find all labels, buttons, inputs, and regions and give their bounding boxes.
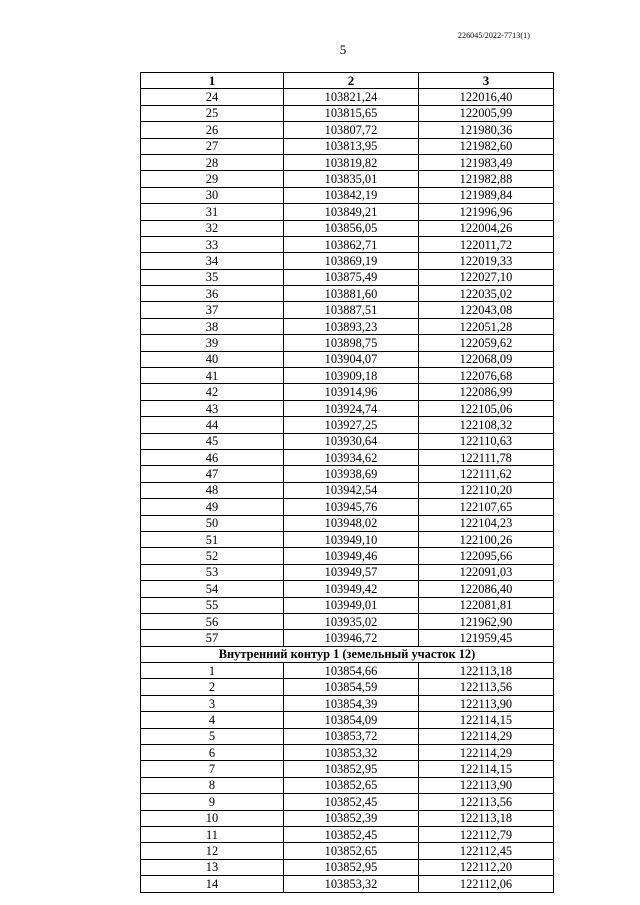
y-coordinate-cell: 122011,72 bbox=[419, 236, 554, 252]
table-row bbox=[141, 433, 554, 449]
table-row bbox=[141, 712, 554, 728]
y-coordinate-cell: 122019,33 bbox=[419, 253, 554, 269]
point-number-cell: 53 bbox=[141, 564, 284, 580]
y-coordinate-cell: 122091,03 bbox=[419, 564, 554, 580]
section-title: Внутренний контур 1 (земельный участок 12) bbox=[141, 646, 554, 662]
x-coordinate-cell: 103813,95 bbox=[284, 138, 419, 154]
y-coordinate-cell: 122100,26 bbox=[419, 531, 554, 547]
table-row bbox=[141, 89, 554, 105]
y-coordinate-cell: 122095,66 bbox=[419, 548, 554, 564]
point-number-cell: 11 bbox=[141, 826, 284, 842]
table-row bbox=[141, 368, 554, 384]
x-coordinate-cell: 103881,60 bbox=[284, 286, 419, 302]
point-number-cell: 39 bbox=[141, 335, 284, 351]
table-row bbox=[141, 171, 554, 187]
point-number-cell: 47 bbox=[141, 466, 284, 482]
table-row bbox=[141, 351, 554, 367]
point-number-cell: 4 bbox=[141, 712, 284, 728]
table-row bbox=[141, 286, 554, 302]
y-coordinate-cell: 122114,15 bbox=[419, 712, 554, 728]
point-number-cell: 57 bbox=[141, 630, 284, 646]
table-row bbox=[141, 826, 554, 842]
point-number-cell: 36 bbox=[141, 286, 284, 302]
x-coordinate-cell: 103856,05 bbox=[284, 220, 419, 236]
point-number-cell: 12 bbox=[141, 843, 284, 859]
y-coordinate-cell: 122111,78 bbox=[419, 449, 554, 465]
y-coordinate-cell: 122114,15 bbox=[419, 761, 554, 777]
y-coordinate-cell: 122016,40 bbox=[419, 89, 554, 105]
point-number-cell: 54 bbox=[141, 581, 284, 597]
point-number-cell: 25 bbox=[141, 105, 284, 121]
table-row bbox=[141, 728, 554, 744]
x-coordinate-cell: 103948,02 bbox=[284, 515, 419, 531]
y-coordinate-cell: 122112,45 bbox=[419, 843, 554, 859]
x-coordinate-cell: 103852,95 bbox=[284, 761, 419, 777]
y-coordinate-cell: 121982,88 bbox=[419, 171, 554, 187]
point-number-cell: 43 bbox=[141, 400, 284, 416]
table-row bbox=[141, 220, 554, 236]
y-coordinate-cell: 122051,28 bbox=[419, 318, 554, 334]
x-coordinate-cell: 103869,19 bbox=[284, 253, 419, 269]
table-row bbox=[141, 499, 554, 515]
table-row bbox=[141, 597, 554, 613]
table-row bbox=[141, 187, 554, 203]
y-coordinate-cell: 121959,45 bbox=[419, 630, 554, 646]
table-row bbox=[141, 154, 554, 170]
y-coordinate-cell: 122114,29 bbox=[419, 728, 554, 744]
x-coordinate-cell: 103807,72 bbox=[284, 122, 419, 138]
x-coordinate-cell: 103930,64 bbox=[284, 433, 419, 449]
point-number-cell: 41 bbox=[141, 368, 284, 384]
table-row bbox=[141, 417, 554, 433]
point-number-cell: 1 bbox=[141, 663, 284, 679]
point-number-cell: 30 bbox=[141, 187, 284, 203]
point-number-cell: 46 bbox=[141, 449, 284, 465]
y-coordinate-cell: 122113,90 bbox=[419, 695, 554, 711]
y-coordinate-cell: 122104,23 bbox=[419, 515, 554, 531]
point-number-cell: 10 bbox=[141, 810, 284, 826]
x-coordinate-cell: 103852,65 bbox=[284, 777, 419, 793]
x-coordinate-cell: 103853,72 bbox=[284, 728, 419, 744]
y-coordinate-cell: 121989,84 bbox=[419, 187, 554, 203]
table-row bbox=[141, 318, 554, 334]
point-number-cell: 31 bbox=[141, 204, 284, 220]
y-coordinate-cell: 122081,81 bbox=[419, 597, 554, 613]
table-row bbox=[141, 253, 554, 269]
point-number-cell: 56 bbox=[141, 613, 284, 629]
point-number-cell: 9 bbox=[141, 794, 284, 810]
x-coordinate-cell: 103909,18 bbox=[284, 368, 419, 384]
x-coordinate-cell: 103854,09 bbox=[284, 712, 419, 728]
y-coordinate-cell: 122035,02 bbox=[419, 286, 554, 302]
x-coordinate-cell: 103942,54 bbox=[284, 482, 419, 498]
table-row bbox=[141, 581, 554, 597]
y-coordinate-cell: 122110,20 bbox=[419, 482, 554, 498]
x-coordinate-cell: 103819,82 bbox=[284, 154, 419, 170]
point-number-cell: 52 bbox=[141, 548, 284, 564]
x-coordinate-cell: 103945,76 bbox=[284, 499, 419, 515]
point-number-cell: 48 bbox=[141, 482, 284, 498]
y-coordinate-cell: 122086,99 bbox=[419, 384, 554, 400]
table-row bbox=[141, 630, 554, 646]
coordinates-table bbox=[140, 72, 554, 893]
document-id: 226045/2022-7713(1) bbox=[457, 31, 530, 40]
x-coordinate-cell: 103815,65 bbox=[284, 105, 419, 121]
x-coordinate-cell: 103835,01 bbox=[284, 171, 419, 187]
point-number-cell: 28 bbox=[141, 154, 284, 170]
table-row bbox=[141, 679, 554, 695]
page-number: 5 bbox=[339, 42, 347, 57]
y-coordinate-cell: 122112,79 bbox=[419, 826, 554, 842]
table-row bbox=[141, 810, 554, 826]
x-coordinate-cell: 103854,59 bbox=[284, 679, 419, 695]
point-number-cell: 51 bbox=[141, 531, 284, 547]
point-number-cell: 27 bbox=[141, 138, 284, 154]
point-number-cell: 40 bbox=[141, 351, 284, 367]
table-row bbox=[141, 400, 554, 416]
point-number-cell: 5 bbox=[141, 728, 284, 744]
x-coordinate-cell: 103854,39 bbox=[284, 695, 419, 711]
table-row bbox=[141, 122, 554, 138]
x-coordinate-cell: 103852,95 bbox=[284, 859, 419, 875]
table-row bbox=[141, 269, 554, 285]
x-coordinate-cell: 103924,74 bbox=[284, 400, 419, 416]
table-row bbox=[141, 531, 554, 547]
table-row bbox=[141, 105, 554, 121]
point-number-cell: 44 bbox=[141, 417, 284, 433]
y-coordinate-cell: 122059,62 bbox=[419, 335, 554, 351]
point-number-cell: 50 bbox=[141, 515, 284, 531]
table-row bbox=[141, 859, 554, 875]
y-coordinate-cell: 122004,26 bbox=[419, 220, 554, 236]
x-coordinate-cell: 103821,24 bbox=[284, 89, 419, 105]
point-number-cell: 8 bbox=[141, 777, 284, 793]
table-row bbox=[141, 466, 554, 482]
x-coordinate-cell: 103935,02 bbox=[284, 613, 419, 629]
y-coordinate-cell: 122113,56 bbox=[419, 679, 554, 695]
table-row bbox=[141, 695, 554, 711]
y-coordinate-cell: 122027,10 bbox=[419, 269, 554, 285]
x-coordinate-cell: 103949,46 bbox=[284, 548, 419, 564]
table-row bbox=[141, 482, 554, 498]
table-header-row bbox=[141, 73, 554, 89]
point-number-cell: 14 bbox=[141, 876, 284, 892]
table-row bbox=[141, 335, 554, 351]
table-row bbox=[141, 777, 554, 793]
x-coordinate-cell: 103949,01 bbox=[284, 597, 419, 613]
y-coordinate-cell: 122105,06 bbox=[419, 400, 554, 416]
x-coordinate-cell: 103852,45 bbox=[284, 826, 419, 842]
x-coordinate-cell: 103842,19 bbox=[284, 187, 419, 203]
point-number-cell: 3 bbox=[141, 695, 284, 711]
y-coordinate-cell: 122113,56 bbox=[419, 794, 554, 810]
y-coordinate-cell: 122113,18 bbox=[419, 810, 554, 826]
y-coordinate-cell: 121982,60 bbox=[419, 138, 554, 154]
table-row bbox=[141, 794, 554, 810]
x-coordinate-cell: 103853,32 bbox=[284, 745, 419, 761]
column-header: 2 bbox=[284, 73, 419, 89]
point-number-cell: 42 bbox=[141, 384, 284, 400]
table-row bbox=[141, 236, 554, 252]
section-row bbox=[141, 646, 554, 662]
y-coordinate-cell: 121996,96 bbox=[419, 204, 554, 220]
table-row bbox=[141, 876, 554, 892]
y-coordinate-cell: 121983,49 bbox=[419, 154, 554, 170]
y-coordinate-cell: 121980,36 bbox=[419, 122, 554, 138]
table-row bbox=[141, 384, 554, 400]
x-coordinate-cell: 103852,45 bbox=[284, 794, 419, 810]
y-coordinate-cell: 122111,62 bbox=[419, 466, 554, 482]
point-number-cell: 49 bbox=[141, 499, 284, 515]
column-header: 1 bbox=[141, 73, 284, 89]
x-coordinate-cell: 103875,49 bbox=[284, 269, 419, 285]
point-number-cell: 38 bbox=[141, 318, 284, 334]
table-row bbox=[141, 613, 554, 629]
x-coordinate-cell: 103938,69 bbox=[284, 466, 419, 482]
x-coordinate-cell: 103849,21 bbox=[284, 204, 419, 220]
x-coordinate-cell: 103914,96 bbox=[284, 384, 419, 400]
table-row bbox=[141, 302, 554, 318]
point-number-cell: 34 bbox=[141, 253, 284, 269]
point-number-cell: 29 bbox=[141, 171, 284, 187]
point-number-cell: 55 bbox=[141, 597, 284, 613]
x-coordinate-cell: 103949,42 bbox=[284, 581, 419, 597]
point-number-cell: 26 bbox=[141, 122, 284, 138]
y-coordinate-cell: 122108,32 bbox=[419, 417, 554, 433]
y-coordinate-cell: 122110,63 bbox=[419, 433, 554, 449]
point-number-cell: 33 bbox=[141, 236, 284, 252]
table-row bbox=[141, 449, 554, 465]
table-row bbox=[141, 843, 554, 859]
table-row bbox=[141, 138, 554, 154]
y-coordinate-cell: 122112,20 bbox=[419, 859, 554, 875]
table-row bbox=[141, 745, 554, 761]
point-number-cell: 13 bbox=[141, 859, 284, 875]
y-coordinate-cell: 121962,90 bbox=[419, 613, 554, 629]
x-coordinate-cell: 103934,62 bbox=[284, 449, 419, 465]
x-coordinate-cell: 103887,51 bbox=[284, 302, 419, 318]
table-body bbox=[141, 89, 554, 892]
point-number-cell: 35 bbox=[141, 269, 284, 285]
point-number-cell: 7 bbox=[141, 761, 284, 777]
x-coordinate-cell: 103949,57 bbox=[284, 564, 419, 580]
point-number-cell: 32 bbox=[141, 220, 284, 236]
x-coordinate-cell: 103853,32 bbox=[284, 876, 419, 892]
point-number-cell: 2 bbox=[141, 679, 284, 695]
x-coordinate-cell: 103854,66 bbox=[284, 663, 419, 679]
point-number-cell: 37 bbox=[141, 302, 284, 318]
x-coordinate-cell: 103852,39 bbox=[284, 810, 419, 826]
table-row bbox=[141, 515, 554, 531]
y-coordinate-cell: 122113,90 bbox=[419, 777, 554, 793]
x-coordinate-cell: 103862,71 bbox=[284, 236, 419, 252]
x-coordinate-cell: 103949,10 bbox=[284, 531, 419, 547]
point-number-cell: 24 bbox=[141, 89, 284, 105]
y-coordinate-cell: 122114,29 bbox=[419, 745, 554, 761]
x-coordinate-cell: 103898,75 bbox=[284, 335, 419, 351]
y-coordinate-cell: 122113,18 bbox=[419, 663, 554, 679]
table-row bbox=[141, 204, 554, 220]
table-row bbox=[141, 548, 554, 564]
column-header: 3 bbox=[419, 73, 554, 89]
y-coordinate-cell: 122086,40 bbox=[419, 581, 554, 597]
y-coordinate-cell: 122043,08 bbox=[419, 302, 554, 318]
table-row bbox=[141, 564, 554, 580]
point-number-cell: 45 bbox=[141, 433, 284, 449]
point-number-cell: 6 bbox=[141, 745, 284, 761]
y-coordinate-cell: 122112,06 bbox=[419, 876, 554, 892]
x-coordinate-cell: 103946,72 bbox=[284, 630, 419, 646]
table-row bbox=[141, 663, 554, 679]
x-coordinate-cell: 103893,23 bbox=[284, 318, 419, 334]
x-coordinate-cell: 103904,07 bbox=[284, 351, 419, 367]
x-coordinate-cell: 103927,25 bbox=[284, 417, 419, 433]
y-coordinate-cell: 122107,65 bbox=[419, 499, 554, 515]
y-coordinate-cell: 122068,09 bbox=[419, 351, 554, 367]
y-coordinate-cell: 122076,68 bbox=[419, 368, 554, 384]
y-coordinate-cell: 122005,99 bbox=[419, 105, 554, 121]
x-coordinate-cell: 103852,65 bbox=[284, 843, 419, 859]
table-row bbox=[141, 761, 554, 777]
